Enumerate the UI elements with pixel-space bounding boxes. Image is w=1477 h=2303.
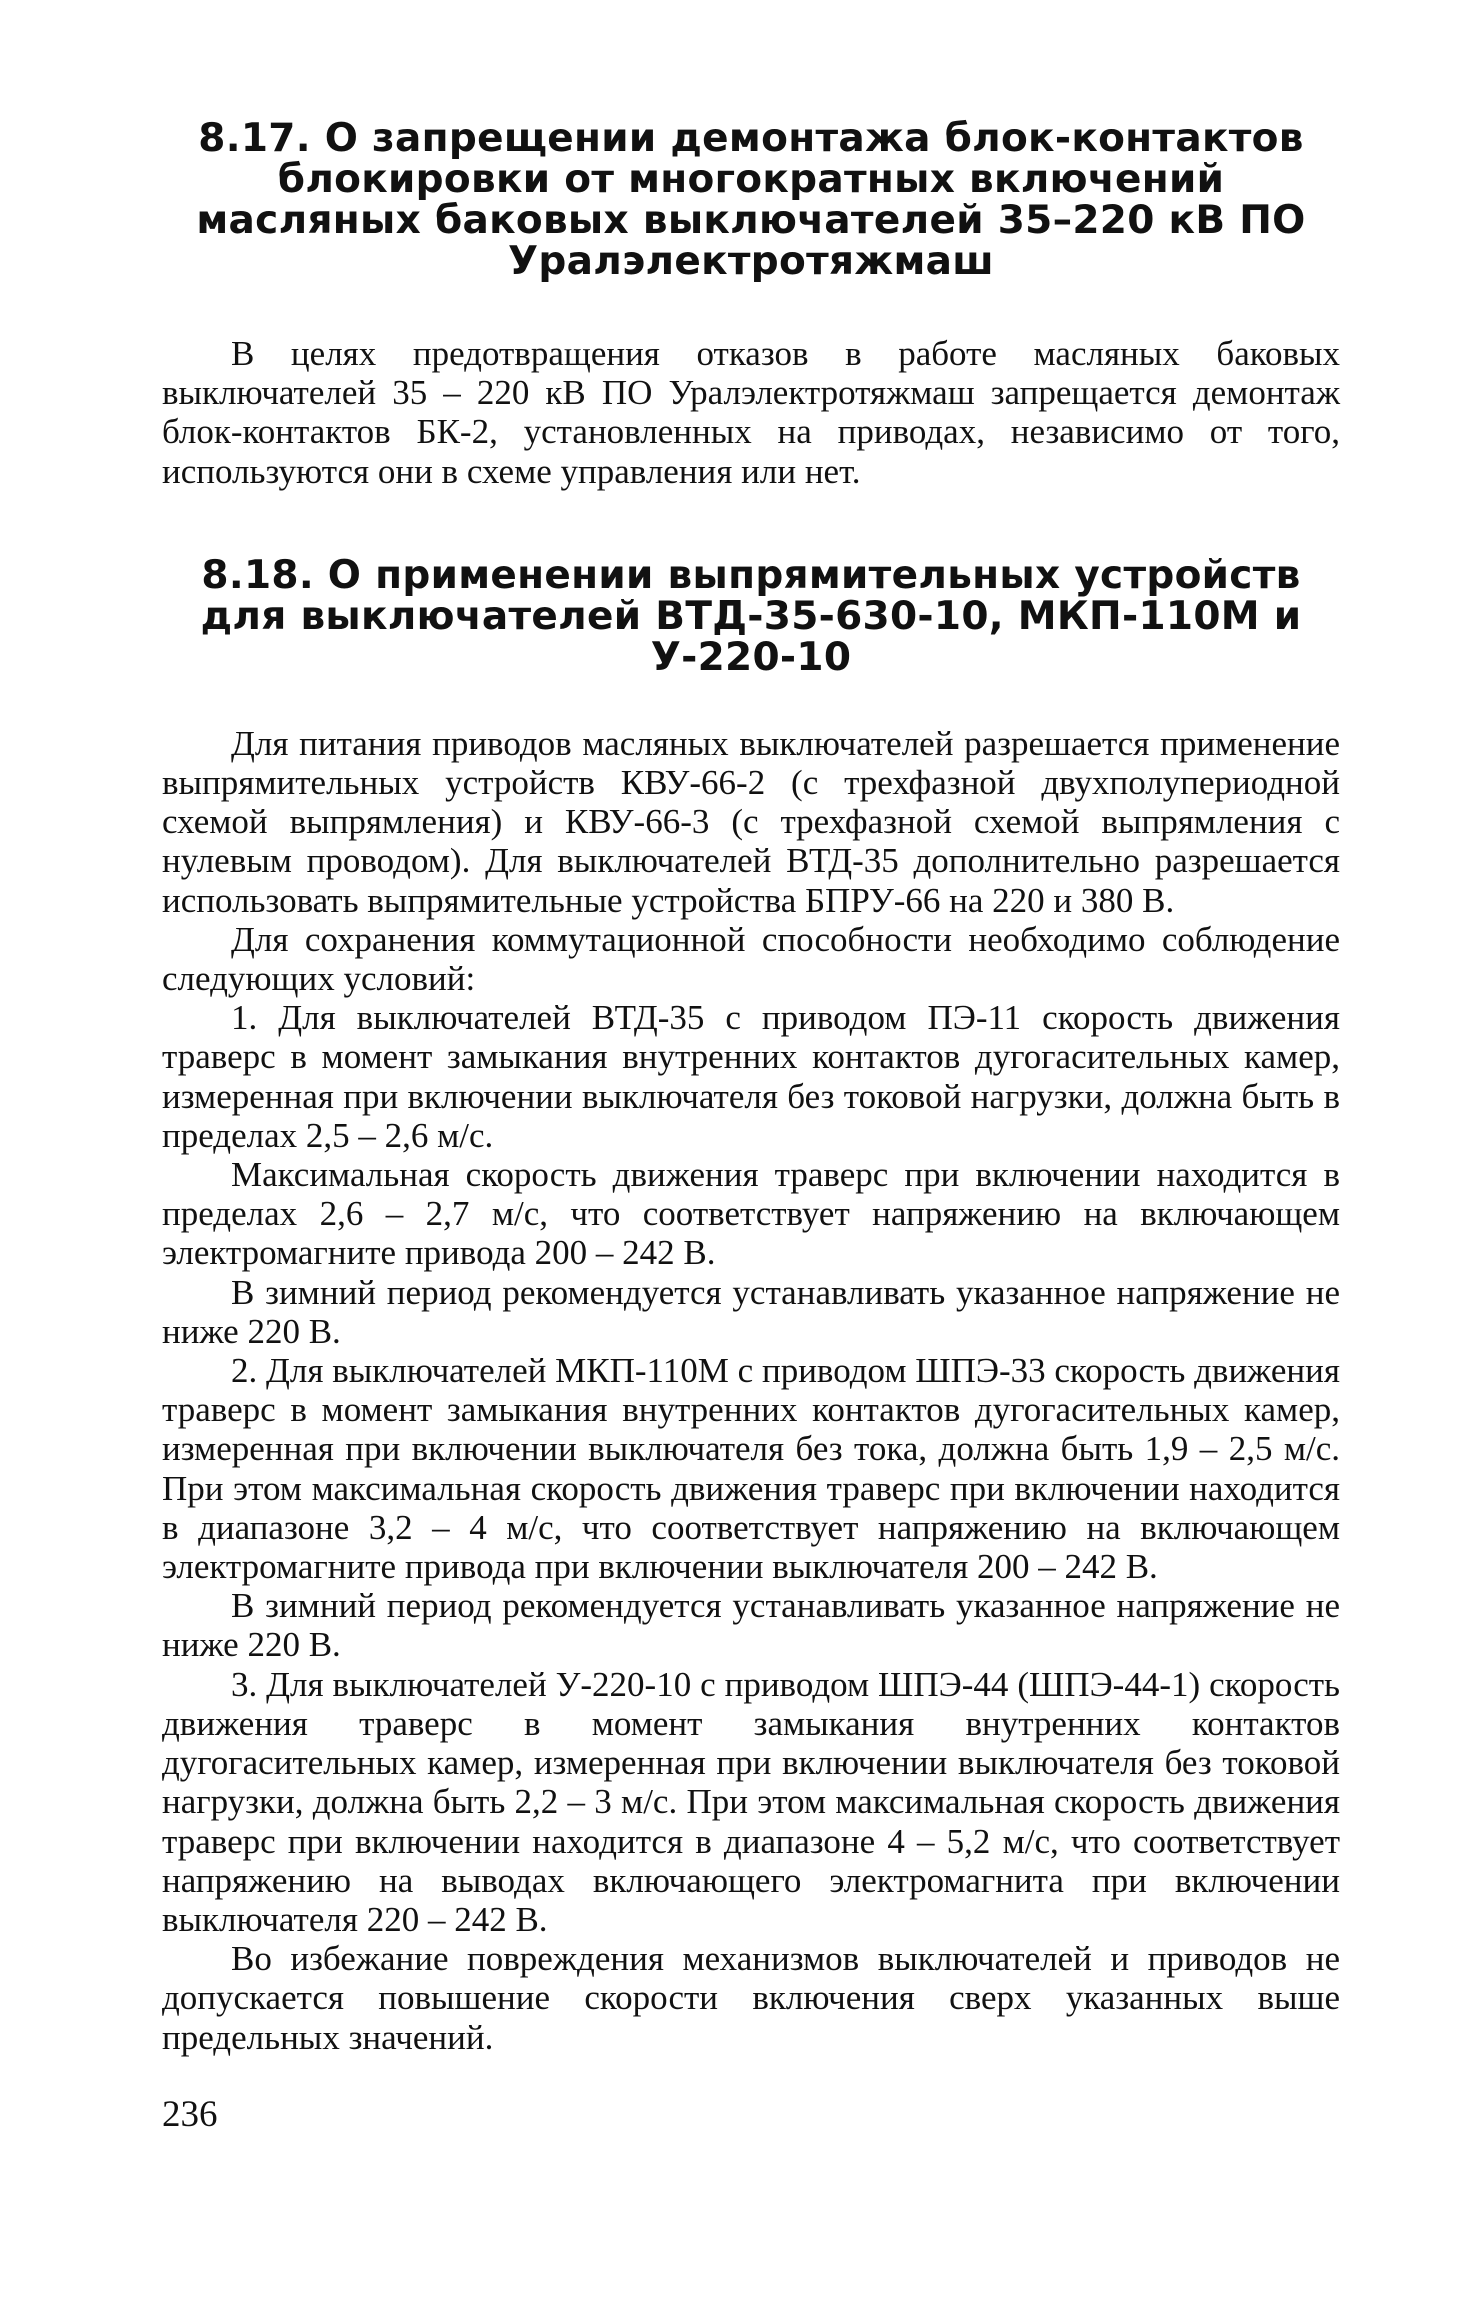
section-8-18-paragraph-7: В зимний период рекомендуется устанавливать указанное напряжение не ниже 220 В.	[162, 1586, 1340, 1665]
section-8-18-paragraph-4: Максимальная скорость движения траверс при включении находится в пределах 2,6 – 2,7 м/с, что соответствует напряжению на включающем электромагните привода 200 – 242 В.	[162, 1155, 1340, 1273]
section-8-18-paragraph-9: Во избежание повреждения механизмов выключателей и приводов не допускается повышение скорости включения сверх указанных выше предельных значений.	[162, 1939, 1340, 2057]
section-8-18-paragraph-2: Для сохранения коммутационной способности необходимо соблюдение следующих условий:	[162, 919, 1340, 999]
page-number: 236	[162, 2094, 218, 2135]
section-8-17-paragraph-1: В целях предотвращения отказов в работе масляных баковых выключателей 35 – 220 кВ ПО Уралэлектротяжмаш запрещается демонтаж блок-контактов БК-2, установленных на приводах, независимо от того, используются они в схеме управления или нет.	[162, 334, 1340, 491]
section-8-18-title: 8.18. О применении выпрямительных устройств для выключателей ВТД-35-630-10, МКП-110М и У-220-10	[200, 552, 1302, 680]
document-page	[162, 118, 1340, 2057]
section-8-18-item-3: 3. Для выключателей У-220-10 с приводом ШПЭ-44 (ШПЭ-44-1) скорость движения траверс в момент замыкания внутренних контактов дугогасительных камер, измеренная при включении выключателя без токовой нагрузки, должна быть 2,2 – 3 м/с. При этом максимальная скорость движения траверс при включении находится в диапазоне 4 – 5,2 м/с, что соответствует напряжению на выводах включающего электромагнита при включении выключателя 220 – 242 В.	[162, 1664, 1340, 1939]
section-8-17-title: 8.17. О запрещении демонтажа блок-контактов блокировки от многократных включений масляных баковых выключателей 35–220 кВ ПО Уралэлектротяжмаш	[196, 116, 1306, 284]
section-8-18-item-1: 1. Для выключателей ВТД-35 с приводом ПЭ-11 скорость движения траверс в момент замыкания внутренних контактов дугогасительных камер, измеренная при включении выключателя без токовой нагрузки, должна быть в пределах 2,5 – 2,6 м/с.	[162, 998, 1340, 1155]
section-8-18-paragraph-5: В зимний период рекомендуется устанавливать указанное напряжение не ниже 220 В.	[162, 1272, 1340, 1351]
section-8-18-paragraph-1: Для питания приводов масляных выключателей разрешается применение выпрямительных устройств КВУ-66-2 (с трехфазной двухполупериодной схемой выпрямления) и КВУ-66-3 (с трехфазной схемой выпрямления с нулевым проводом). Для выключателей ВТД-35 дополнительно разрешается использовать выпрямительные устройства БПРУ-66 на 220 и 380 В.	[162, 723, 1340, 920]
section-8-18-item-2: 2. Для выключателей МКП-110М с приводом ШПЭ-33 скорость движения траверс в момент замыкания внутренних контактов дугогасительных камер, измеренная при включении выключателя без тока, должна быть 1,9 – 2,5 м/с. При этом максимальная скорость движения траверс при включении находится в диапазоне 3,2 – 4 м/с, что соответствует напряжению на включающем электромагните привода при включении выключателя 200 – 242 В.	[162, 1351, 1340, 1587]
